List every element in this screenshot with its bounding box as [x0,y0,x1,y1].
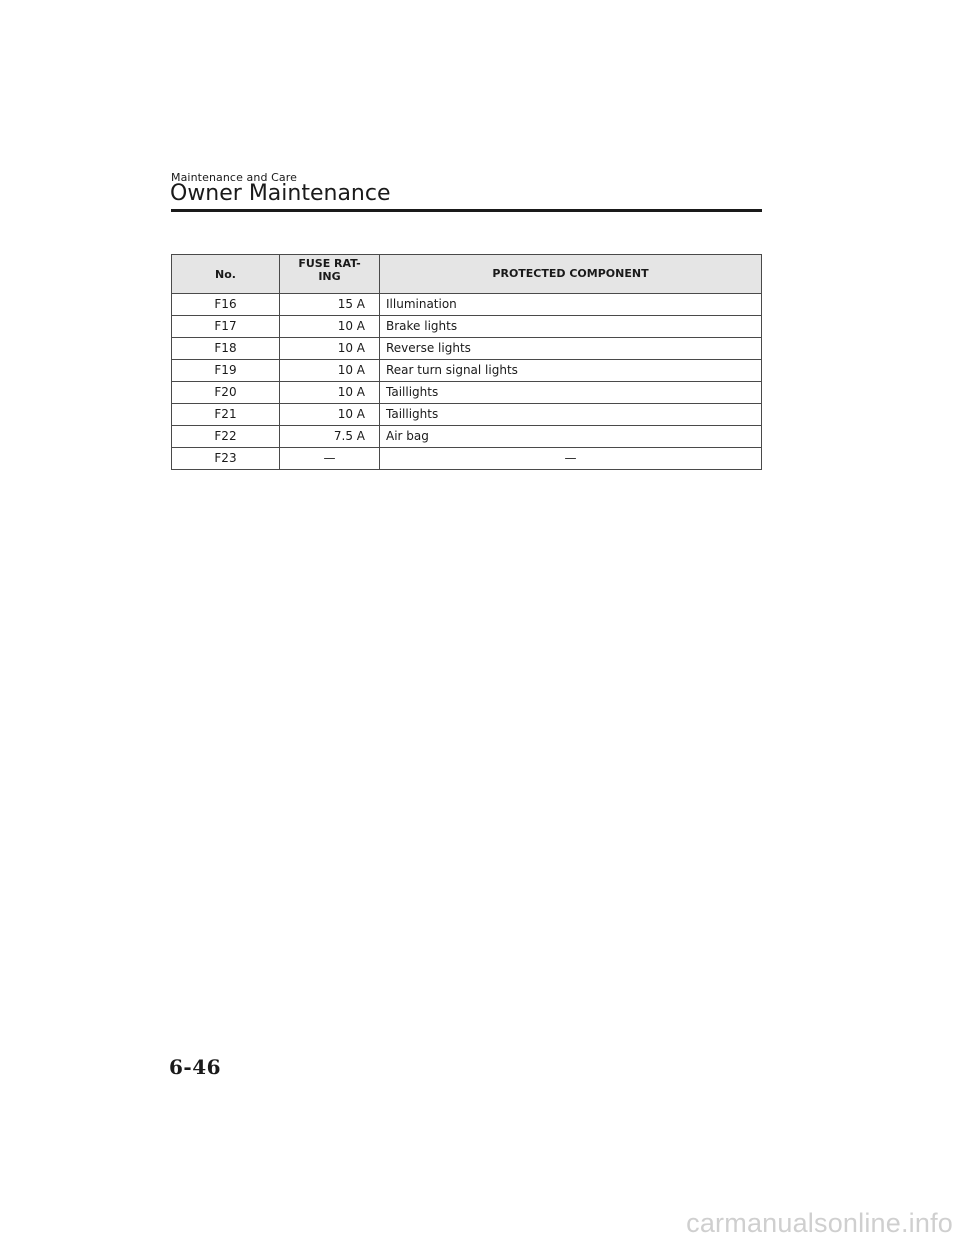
cell-rating: 10 A [280,404,380,426]
table-row [172,426,762,448]
table-row [172,382,762,404]
cell-rating: 7.5 A [280,426,380,448]
table-header-row [172,255,762,294]
cell-component: Illumination [380,294,762,316]
table-row [172,338,762,360]
cell-no: F17 [172,316,280,338]
cell-rating: — [280,448,380,470]
table-row [172,360,762,382]
cell-no: F16 [172,294,280,316]
cell-no: F23 [172,448,280,470]
cell-no: F20 [172,382,280,404]
cell-rating: 10 A [280,316,380,338]
table-row [172,448,762,470]
cell-no: F22 [172,426,280,448]
cell-component: Taillights [380,382,762,404]
cell-component: — [380,448,762,470]
cell-rating: 10 A [280,338,380,360]
cell-rating: 10 A [280,360,380,382]
cell-component: Brake lights [380,316,762,338]
fuse-table [171,254,762,470]
cell-no: F19 [172,360,280,382]
cell-component: Taillights [380,404,762,426]
cell-no: F18 [172,338,280,360]
section-label: Maintenance and Care [171,171,297,184]
cell-rating: 15 A [280,294,380,316]
table-row [172,294,762,316]
table-row [172,404,762,426]
cell-component: Reverse lights [380,338,762,360]
cell-component: Rear turn signal lights [380,360,762,382]
header-protected-component: PROTECTED COMPONENT [380,255,762,294]
watermark: carmanualsonline.info [686,1208,953,1238]
table-row [172,316,762,338]
title-rule [171,209,762,212]
page-number: 6-46 [169,1055,222,1079]
cell-component: Air bag [380,426,762,448]
page-title: Owner Maintenance [170,181,391,206]
cell-rating: 10 A [280,382,380,404]
header-no: No. [172,255,280,294]
cell-no: F21 [172,404,280,426]
header-fuse-rating: FUSE RAT- ING [280,255,380,294]
